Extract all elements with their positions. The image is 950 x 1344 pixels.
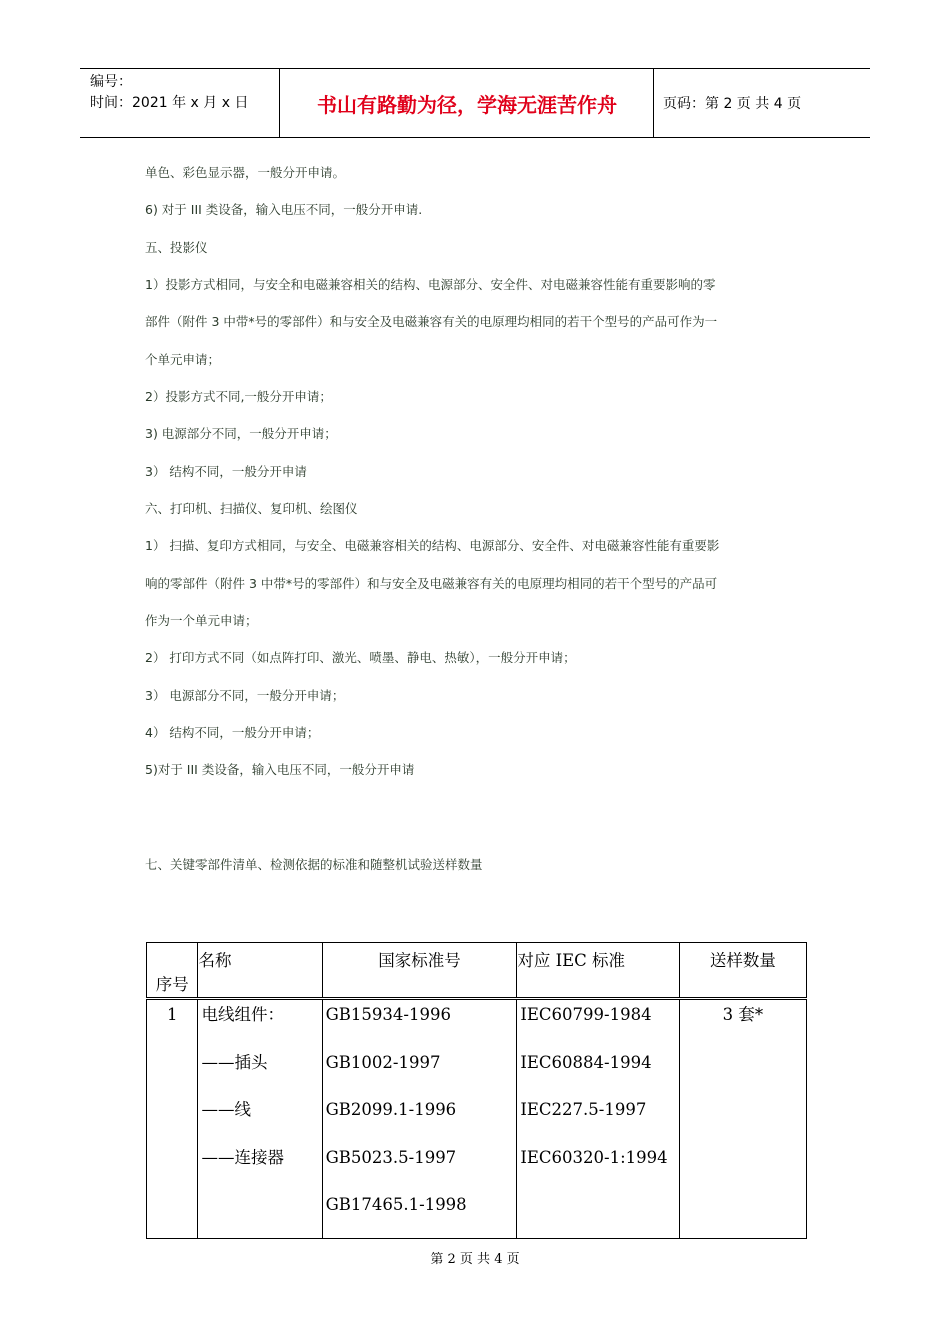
std-item: GB5023.5-1997 xyxy=(325,1147,457,1167)
header-motto: 书山有路勤为径，学海无涯苦作舟 xyxy=(281,69,654,137)
cell-no: 1 xyxy=(147,999,198,1239)
header-national-std: 国家标准号 xyxy=(322,943,517,999)
cell-sample-qty: 3 套* xyxy=(679,999,806,1239)
name-item: ——插头 xyxy=(201,1052,268,1072)
text-line: 部件（附件 3 中带*号的零部件）和与安全及电磁兼容有关的电原理均相同的若干个型号的产品可作为一 xyxy=(145,314,718,329)
text-line: 2）投影方式不同,一般分开申请； xyxy=(145,389,332,404)
cell-iec-stds xyxy=(517,999,679,1239)
std-item: GB1002-1997 xyxy=(325,1052,441,1072)
header-page-label: 页码：第 2 页 共 4 页 xyxy=(663,96,802,112)
std-item: GB17465.1-1998 xyxy=(325,1195,467,1214)
key-parts-table xyxy=(146,942,807,1239)
text-line: 作为一个单元申请； xyxy=(145,613,258,628)
header-no: 序号 xyxy=(147,943,198,999)
iec-item: IEC60320-1:1994 xyxy=(520,1147,668,1167)
text-line: 1）投影方式相同，与安全和电磁兼容相关的结构、电源部分、安全件、对电磁兼容性能有重要影响的零 xyxy=(145,277,716,292)
code-label: 编号： xyxy=(90,74,132,90)
iec-item: IEC227.5-1997 xyxy=(520,1100,647,1119)
text-line: 1） 扫描、复印方式相同，与安全、电磁兼容相关的结构、电源部分、安全件、对电磁兼容性能有重要影 xyxy=(145,538,720,553)
page-header xyxy=(80,68,870,138)
text-line: 单色、彩色显示器，一般分开申请。 xyxy=(145,165,346,180)
name-item: ——线 xyxy=(201,1100,251,1119)
cell-national-stds xyxy=(322,999,517,1239)
section-heading: 七、关键零部件清单、检测依据的标准和随整机试验送样数量 xyxy=(145,857,483,872)
text-line: 个单元申请； xyxy=(145,352,221,367)
text-line: 5)对于 III 类设备，输入电压不同，一般分开申请 xyxy=(145,762,415,777)
std-item: GB15934-1996 xyxy=(325,1005,451,1024)
text-line: 3） 电源部分不同，一般分开申请； xyxy=(145,688,345,703)
table-header-row xyxy=(147,943,807,999)
header-sample-qty: 送样数量 xyxy=(679,943,806,999)
date-label: 时间：2021 年 x 月 x 日 xyxy=(90,95,249,111)
section-heading: 六、打印机、扫描仪、复印机、绘图仪 xyxy=(145,501,358,516)
std-item: GB2099.1-1996 xyxy=(325,1100,457,1119)
text-line: 响的零部件（附件 3 中带*号的零部件）和与安全及电磁兼容有关的电原理均相同的若干个型号的产品可 xyxy=(145,576,718,591)
text-line: 3) 电源部分不同，一般分开申请； xyxy=(145,426,337,441)
text-line: 3） 结构不同，一般分开申请 xyxy=(145,464,307,479)
cell-names xyxy=(198,999,322,1239)
table-row xyxy=(147,999,807,1239)
name-item: 电线组件： xyxy=(201,1005,284,1024)
text-line: 6) 对于 III 类设备，输入电压不同，一般分开申请. xyxy=(145,202,423,217)
section-heading: 五、投影仪 xyxy=(145,240,208,255)
text-line: 4） 结构不同，一般分开申请； xyxy=(145,725,320,740)
iec-item: IEC60799-1984 xyxy=(520,1005,652,1024)
header-meta xyxy=(80,69,280,137)
header-name: 名称 xyxy=(198,943,322,999)
page-footer: 第 2 页 共 4 页 xyxy=(430,1252,520,1267)
text-line: 2） 打印方式不同（如点阵打印、激光、喷墨、静电、热敏），一般分开申请； xyxy=(145,650,576,665)
header-iec-std: 对应 IEC 标准 xyxy=(517,943,679,999)
iec-item: IEC60884-1994 xyxy=(520,1052,652,1072)
name-item: ——连接器 xyxy=(201,1147,284,1167)
